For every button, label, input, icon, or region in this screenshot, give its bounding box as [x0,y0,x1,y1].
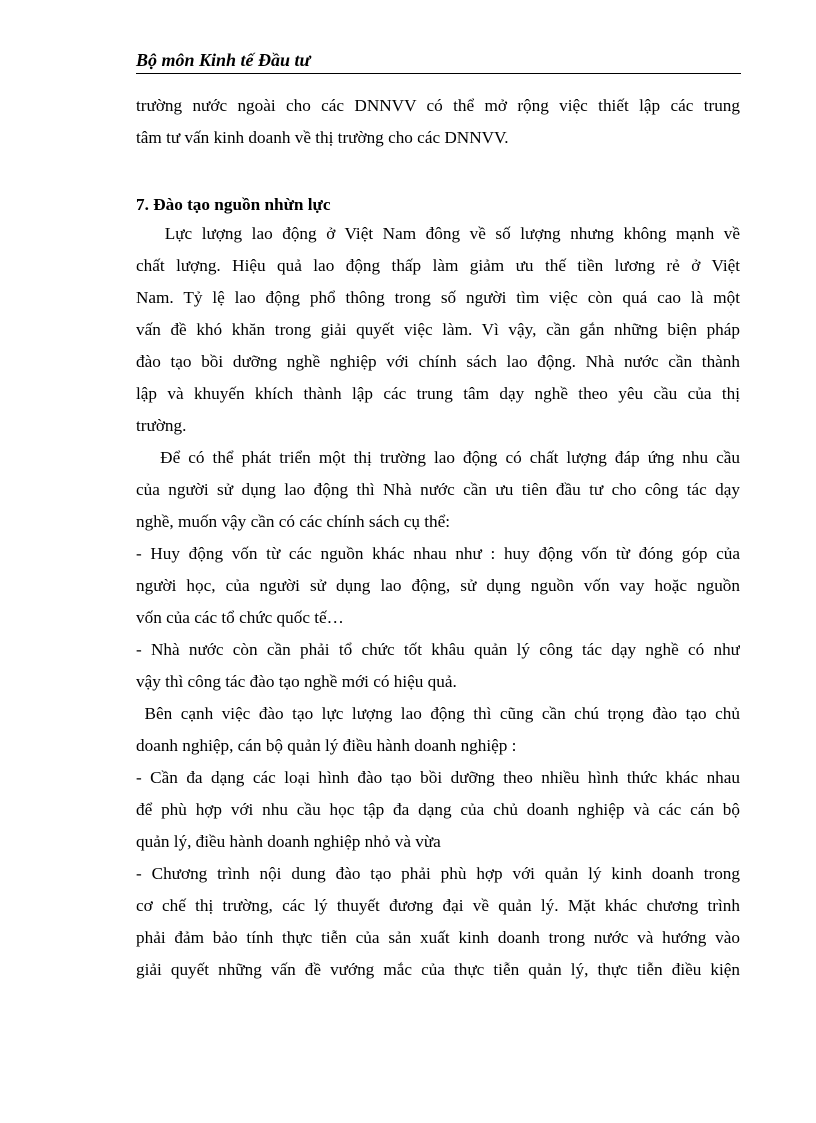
body-line: tâm tư vấn kinh doanh về thị trường cho các DNNVV. [136,128,509,147]
body-line: của người sử dụng lao động thì Nhà nước cần ưu tiên đầu tư cho công tác dạy [136,480,740,499]
body-line: chất lượng. Hiệu quả lao động thấp làm giảm ưu thế tiền lương rẻ ở Việt [136,256,740,275]
page-header [136,49,741,74]
bullet-line: vốn của các tổ chức quốc tế… [136,608,344,627]
body-line: Nam. Tỷ lệ lao động phổ thông trong số người tìm việc còn quá cao là một [136,288,740,307]
bullet-line: để phù hợp với nhu cầu học tập đa dạng của chủ doanh nghiệp và các cán bộ [136,800,740,819]
body-line: nghề, muốn vậy cần có các chính sách cụ thể: [136,512,451,531]
bullet-line: vậy thì công tác đào tạo nghề mới có hiệu quả. [136,672,457,691]
section-heading: 7. Đào tạo nguồn nhừn lực [136,195,331,214]
body-line: Lực lượng lao động ở Việt Nam đông về số lượng nhưng không mạnh về [136,224,740,243]
bullet-line: - Nhà nước còn cần phải tổ chức tốt khâu quản lý công tác dạy nghề có như [136,640,740,659]
bullet-line: quản lý, điều hành doanh nghiệp nhỏ và vừa [136,832,441,851]
body-line: Để có thể phát triển một thị trường lao động có chất lượng đáp ứng nhu cầu [136,448,740,467]
paragraph-spacer [136,154,740,186]
body-line: lập và khuyến khích thành lập các trung tâm dạy nghề theo yêu cầu của thị [136,384,740,403]
bullet-line: - Huy động vốn từ các nguồn khác nhau như : huy động vốn từ đóng góp của [136,544,740,563]
bullet-line: cơ chế thị trường, các lý thuyết đương đại về quản lý. Mặt khác chương trình [136,896,740,915]
bullet-line: - Chương trình nội dung đào tạo phải phù hợp với quản lý kinh doanh trong [136,864,740,883]
bullet-line: phải đảm bảo tính thực tiễn của sản xuất kinh doanh trong nước và hướng vào [136,928,740,947]
bullet-line: giải quyết những vấn đề vướng mắc của thực tiễn quản lý, thực tiễn điều kiện [136,960,740,979]
body-line: trường. [136,416,187,435]
body-line: đào tạo bồi dưỡng nghề nghiệp với chính sách lao động. Nhà nước cần thành [136,352,740,371]
body-line: Bên cạnh việc đào tạo lực lượng lao động thì cũng cần chú trọng đào tạo chủ [136,704,740,723]
header-title: Bộ môn Kinh tế Đầu tư [136,50,311,70]
document-body [136,90,740,986]
body-line: doanh nghiệp, cán bộ quản lý điều hành doanh nghiệp : [136,736,517,755]
bullet-line: người học, của người sử dụng lao động, sử dụng nguồn vốn vay hoặc nguồn [136,576,740,595]
body-line: trường nước ngoài cho các DNNVV có thể mở rộng việc thiết lập các trung [136,96,740,115]
bullet-line: - Cần đa dạng các loại hình đào tạo bồi dưỡng theo nhiều hình thức khác nhau [136,768,740,787]
body-line: vấn đề khó khăn trong giải quyết việc làm. Vì vậy, cần gắn những biện pháp [136,320,740,339]
